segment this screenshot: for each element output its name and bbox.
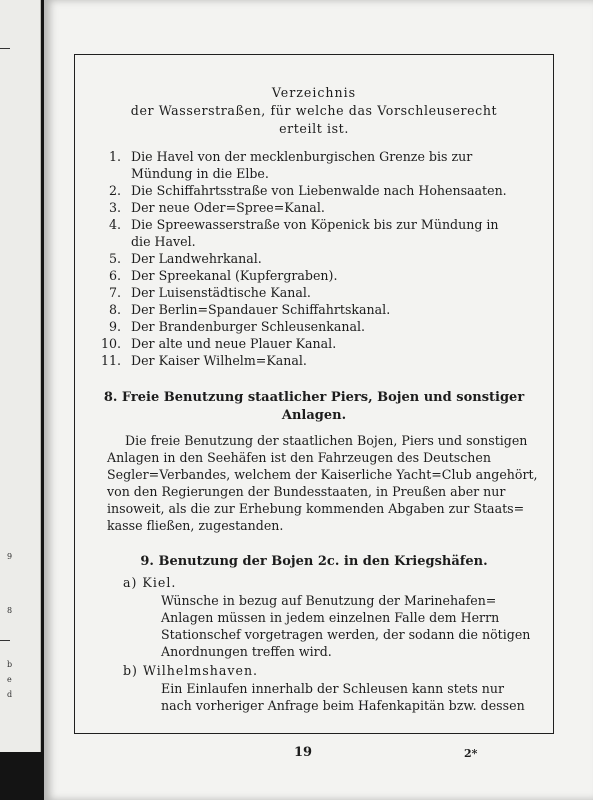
list-item-text: Mündung in die Elbe. [131,166,269,181]
page-frame [74,54,554,734]
section-8-paragraph: Die freie Benutzung der staatlichen Bojen, Piers und sonstigen [125,433,528,448]
list-item-text: Der Landwehrkanal. [131,251,262,266]
left-page-fragment: 8 [7,606,13,615]
list-item-number: 3. [108,200,121,215]
left-page-fragment: 9 [7,552,13,561]
left-page-fragment: d [7,690,13,699]
left-page-edge [0,0,41,752]
left-page-fragment: e [7,675,12,684]
list-item-text: Die Havel von der mecklenburgischen Grenze bis zur [131,149,473,164]
left-page-fragment: b [7,660,13,669]
list-item-number: 6. [108,268,121,283]
list-item-number: 10. [100,336,121,351]
subsection-a-text: Anordnungen treffen wird. [161,644,332,659]
list-item-number: 7. [108,285,121,300]
list-item-text: die Havel. [131,234,196,249]
list-item-text: Die Spreewasserstraße von Köpenick bis zur Mündung in [131,217,499,232]
list-item-text: Der alte und neue Plauer Kanal. [131,336,337,351]
list-item-number: 9. [108,319,121,334]
list-subtitle: der Wasserstraßen, für welche das Vorschleuserecht [130,103,498,118]
section-8-paragraph: Anlagen in den Seehäfen ist den Fahrzeugen des Deutschen [107,450,491,465]
list-item-text: Der Luisenstädtische Kanal. [131,285,311,300]
section-8-heading-cont: Anlagen. [281,408,347,423]
subsection-b-text: Ein Einlaufen innerhalb der Schleusen kann stets nur [161,681,505,696]
section-8-paragraph: kasse fließen, zugestanden. [107,518,284,533]
list-item-number: 11. [100,353,121,368]
section-8-paragraph: Segler=Verbandes, welchem der Kaiserliche Yacht=Club angehört, [107,467,538,482]
subsection-a-label: a) Kiel. [123,575,177,590]
list-item-number: 4. [108,217,121,232]
signature-mark: 2* [464,747,478,760]
subsection-a-text: Stationschef vorgetragen werden, der sodann die nötigen [161,627,531,642]
section-8-paragraph: insoweit, als die zur Erhebung kommenden Abgaben zur Staats= [107,501,525,516]
list-subtitle-end: erteilt ist. [279,121,349,136]
list-item-text: Der Berlin=Spandauer Schiffahrtskanal. [131,302,391,317]
left-page-rule [0,640,10,641]
list-item-number: 2. [108,183,121,198]
subsection-b-text: nach vorheriger Anfrage beim Hafenkapitän bzw. dessen [161,698,525,713]
list-item-text: Die Schiffahrtsstraße von Liebenwalde nach Hohensaaten. [131,183,507,198]
left-page-rule [0,48,10,49]
list-item-number: 1. [108,149,121,164]
section-8-paragraph: von den Regierungen der Bundesstaaten, in Preußen aber nur [107,484,506,499]
list-item-text: Der Kaiser Wilhelm=Kanal. [131,353,307,368]
list-item-text: Der Spreekanal (Kupfergraben). [131,268,338,283]
subsection-b-label: b) Wilhelmshaven. [123,663,259,678]
subsection-a-text: Wünsche in bezug auf Benutzung der Marinehafen= [161,593,497,608]
book-page [44,0,593,800]
page-number: 19 [294,745,313,760]
list-item-text: Der Brandenburger Schleusenkanal. [131,319,366,334]
subsection-a-text: Anlagen müssen in jedem einzelnen Falle dem Herrn [161,610,500,625]
section-9-heading: 9. Benutzung der Bojen 2c. in den Kriegshäfen. [140,554,488,569]
list-title: Verzeichnis [271,85,357,100]
section-8-heading: 8. Freie Benutzung staatlicher Piers, Bojen und sonstiger [103,390,525,405]
list-item-number: 5. [108,251,121,266]
list-item-text: Der neue Oder=Spree=Kanal. [131,200,325,215]
list-item-number: 8. [108,302,121,317]
